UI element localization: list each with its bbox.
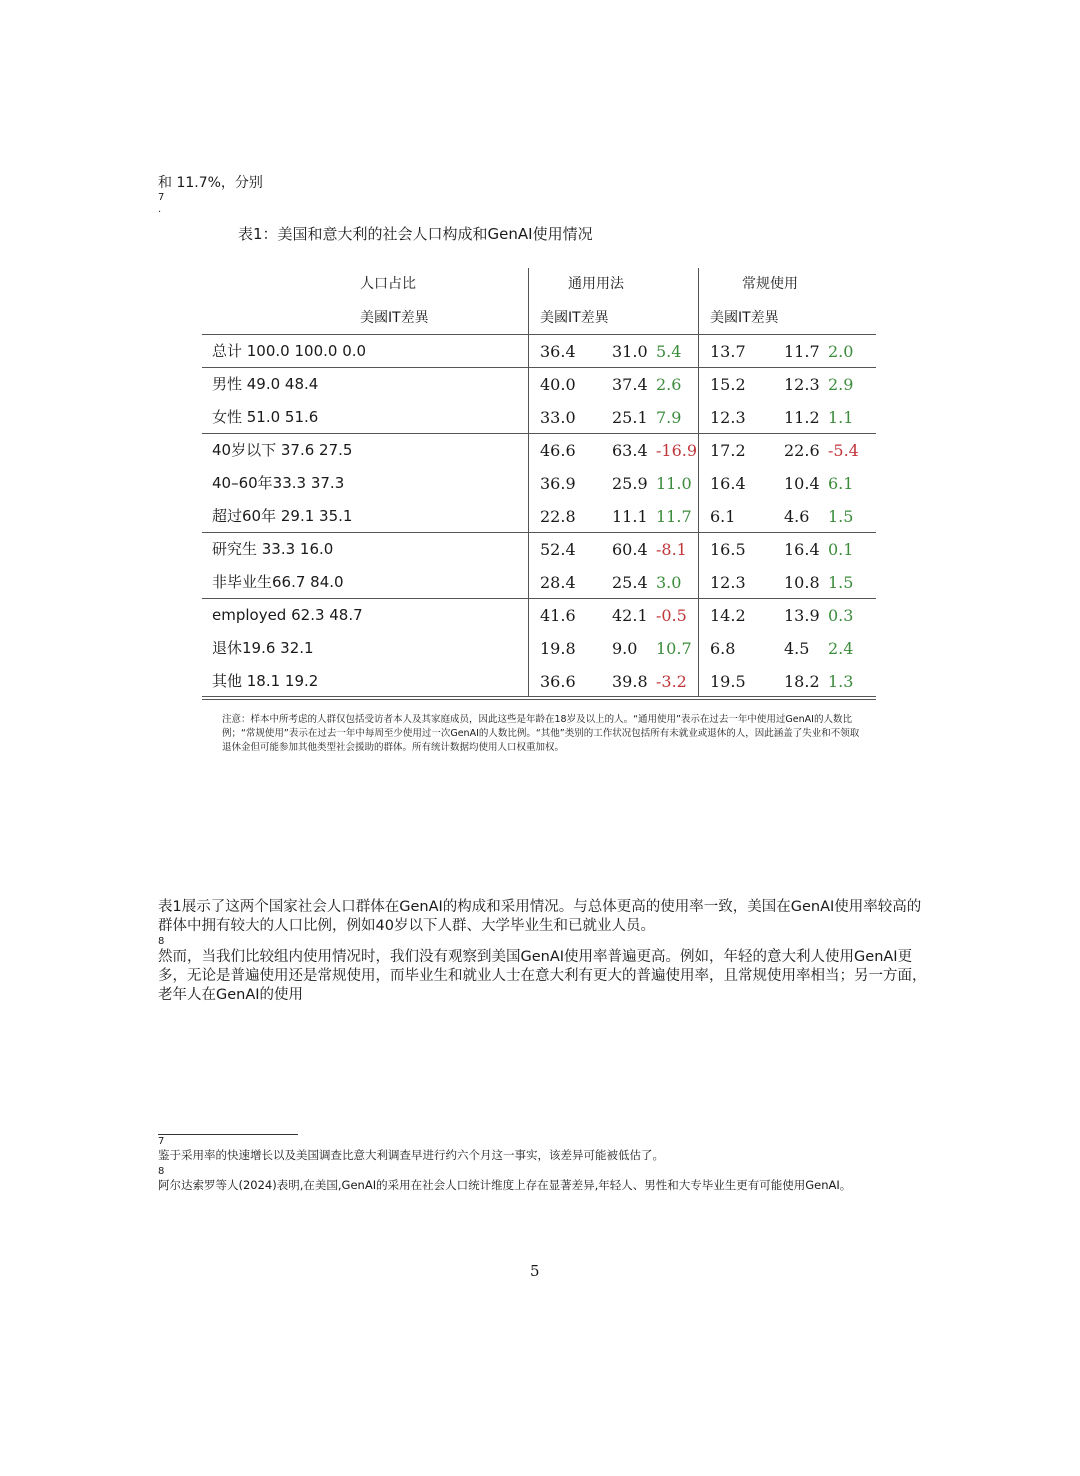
general-use-it-cell: 60.4: [612, 540, 648, 559]
table-row: [202, 401, 876, 434]
general-use-diff-cell: -8.1: [656, 540, 687, 559]
table-note: 注意：样本中所考虑的人群仅包括受访者本人及其家庭成员，因此这些是年龄在18岁及以上的人。“通用使用”表示在过去一年中使用过GenAI的人数比例；“常规使用”表示在过去一年中每周至少使用过一次GenAI的人数比例。“其他”类别的工作状况包括所有未就业或退休的人，因此涵盖了失业和不领取退休金但可能参加其他类型社会援助的群体。所有统计数据均使用人口权重加权。: [222, 714, 860, 753]
regular-use-us-cell: 6.8: [710, 639, 736, 658]
general-use-it-cell: 25.1: [612, 408, 648, 427]
general-use-diff-cell: 7.9: [656, 408, 682, 427]
general-use-us-cell: 28.4: [540, 573, 576, 592]
general-use-diff-cell: 11.0: [656, 474, 692, 493]
table-row: [202, 566, 876, 599]
regular-use-diff-cell: 1.5: [828, 507, 854, 526]
header-regular-use: 常规使用: [742, 276, 798, 292]
footnote-text: 鉴于采用率的快速增长以及美国调查比意大利调查早进行约六个月这一事实，该差异可能被低估了。: [158, 1148, 664, 1162]
table-row: [202, 335, 876, 368]
general-use-it-cell: 9.0: [612, 639, 638, 658]
row-label: 40–60年33.3 37.3: [212, 474, 345, 492]
table-row: [202, 500, 876, 533]
regular-use-diff-cell: -5.4: [828, 441, 859, 460]
regular-use-us-cell: 19.5: [710, 672, 746, 691]
intro-line: 和 11.7%，分别: [158, 175, 263, 191]
regular-use-it-cell: 22.6: [784, 441, 820, 460]
regular-use-us-cell: 6.1: [710, 507, 736, 526]
page-number: 5: [530, 1262, 540, 1280]
table-row: [202, 665, 876, 698]
general-use-diff-cell: -0.5: [656, 606, 687, 625]
table-row: [202, 368, 876, 401]
general-use-us-cell: 40.0: [540, 375, 576, 394]
footnote-marker: 8: [158, 936, 165, 947]
regular-use-us-cell: 16.5: [710, 540, 746, 559]
regular-use-it-cell: 4.5: [784, 639, 810, 658]
period-mark: .: [158, 204, 162, 215]
intro-text: [158, 174, 263, 216]
regular-use-us-cell: 12.3: [710, 408, 746, 427]
regular-use-it-cell: 12.3: [784, 375, 820, 394]
subheader-general-use: 美國IT差異: [540, 310, 609, 326]
row-label: 非毕业生66.7 84.0: [212, 573, 344, 591]
regular-use-it-cell: 16.4: [784, 540, 820, 559]
general-use-it-cell: 31.0: [612, 342, 648, 361]
general-use-it-cell: 25.4: [612, 573, 648, 592]
row-label: 女性 51.0 51.6: [212, 408, 319, 426]
general-use-diff-cell: 2.6: [656, 375, 682, 394]
regular-use-it-cell: 18.2: [784, 672, 820, 691]
table-subheader-row: [202, 302, 876, 334]
regular-use-diff-cell: 1.3: [828, 672, 854, 691]
regular-use-us-cell: 12.3: [710, 573, 746, 592]
subheader-regular-use: 美國IT差異: [710, 310, 779, 326]
row-label: 退休19.6 32.1: [212, 639, 314, 657]
footnote-marker: 7: [158, 1136, 165, 1147]
regular-use-it-cell: 11.2: [784, 408, 820, 427]
general-use-diff-cell: -3.2: [656, 672, 687, 691]
paragraph: 然而，当我们比较组内使用情况时，我们没有观察到美国GenAI使用率普遍更高。例如，年轻的意大利人使用GenAI更多，无论是普遍使用还是常规使用，而毕业生和就业人士在意大利有更大的普遍使用率，且常规使用率相当；另一方面，老年人在GenAI的使用: [158, 949, 927, 1003]
regular-use-us-cell: 15.2: [710, 375, 746, 394]
regular-use-diff-cell: 2.0: [828, 342, 854, 361]
header-general-use: 通用用法: [568, 276, 624, 292]
demographics-table: [202, 268, 876, 700]
regular-use-it-cell: 4.6: [784, 507, 810, 526]
regular-use-us-cell: 13.7: [710, 342, 746, 361]
row-label: employed 62.3 48.7: [212, 606, 363, 624]
table-header-row: [202, 268, 876, 300]
general-use-it-cell: 63.4: [612, 441, 648, 460]
row-label: 40岁以下 37.6 27.5: [212, 441, 353, 459]
footnote-marker: 7: [158, 192, 165, 203]
regular-use-it-cell: 11.7: [784, 342, 820, 361]
general-use-us-cell: 36.9: [540, 474, 576, 493]
regular-use-diff-cell: 6.1: [828, 474, 854, 493]
paragraph: 表1展示了这两个国家社会人口群体在GenAI的构成和采用情况。与总体更高的使用率一致，美国在GenAI使用率较高的群体中拥有较大的人口比例，例如40岁以下人群、大学毕业生和已就业人员。: [158, 899, 922, 934]
general-use-diff-cell: 5.4: [656, 342, 682, 361]
row-label: 超过60年 29.1 35.1: [212, 507, 353, 525]
regular-use-diff-cell: 2.9: [828, 375, 854, 394]
table-row: [202, 434, 876, 467]
table-row: [202, 533, 876, 566]
row-label: 研究生 33.3 16.0: [212, 540, 334, 558]
body-text: [158, 898, 933, 1005]
table-row: [202, 599, 876, 632]
regular-use-diff-cell: 0.3: [828, 606, 854, 625]
row-label: 总计 100.0 100.0 0.0: [212, 342, 367, 360]
general-use-diff-cell: 11.7: [656, 507, 692, 526]
regular-use-diff-cell: 1.1: [828, 408, 854, 427]
general-use-us-cell: 33.0: [540, 408, 576, 427]
regular-use-it-cell: 10.8: [784, 573, 820, 592]
general-use-diff-cell: 10.7: [656, 639, 692, 658]
regular-use-us-cell: 16.4: [710, 474, 746, 493]
footnote-7: [158, 1136, 958, 1162]
regular-use-it-cell: 10.4: [784, 474, 820, 493]
general-use-it-cell: 11.1: [612, 507, 648, 526]
general-use-it-cell: 25.9: [612, 474, 648, 493]
general-use-us-cell: 41.6: [540, 606, 576, 625]
table-row: [202, 467, 876, 500]
regular-use-diff-cell: 0.1: [828, 540, 854, 559]
table-row: [202, 632, 876, 665]
footnote-8: [158, 1166, 958, 1192]
footnote-text: 阿尔达索罗等人(2024)表明,在美国,GenAI的采用在社会人口统计维度上存在显著差异,年轻人、男性和大专毕业生更有可能使用GenAI。: [158, 1178, 852, 1192]
regular-use-us-cell: 14.2: [710, 606, 746, 625]
footnote-marker: 8: [158, 1166, 165, 1177]
general-use-diff-cell: 3.0: [656, 573, 682, 592]
footnote-rule: [158, 1134, 298, 1135]
general-use-us-cell: 46.6: [540, 441, 576, 460]
regular-use-diff-cell: 2.4: [828, 639, 854, 658]
header-population: 人口占比: [360, 276, 416, 292]
row-label: 男性 49.0 48.4: [212, 375, 319, 393]
general-use-us-cell: 19.8: [540, 639, 576, 658]
general-use-diff-cell: -16.9: [656, 441, 698, 460]
table-caption: 表1：美国和意大利的社会人口构成和GenAI使用情况: [238, 225, 593, 243]
general-use-us-cell: 52.4: [540, 540, 576, 559]
general-use-it-cell: 42.1: [612, 606, 648, 625]
general-use-us-cell: 36.4: [540, 342, 576, 361]
regular-use-us-cell: 17.2: [710, 441, 746, 460]
general-use-it-cell: 39.8: [612, 672, 648, 691]
general-use-us-cell: 36.6: [540, 672, 576, 691]
row-label: 其他 18.1 19.2: [212, 672, 319, 690]
regular-use-it-cell: 13.9: [784, 606, 820, 625]
general-use-us-cell: 22.8: [540, 507, 576, 526]
subheader-population: 美國IT差異: [360, 310, 429, 326]
bottom-rule: [202, 699, 876, 700]
general-use-it-cell: 37.4: [612, 375, 648, 394]
regular-use-diff-cell: 1.5: [828, 573, 854, 592]
